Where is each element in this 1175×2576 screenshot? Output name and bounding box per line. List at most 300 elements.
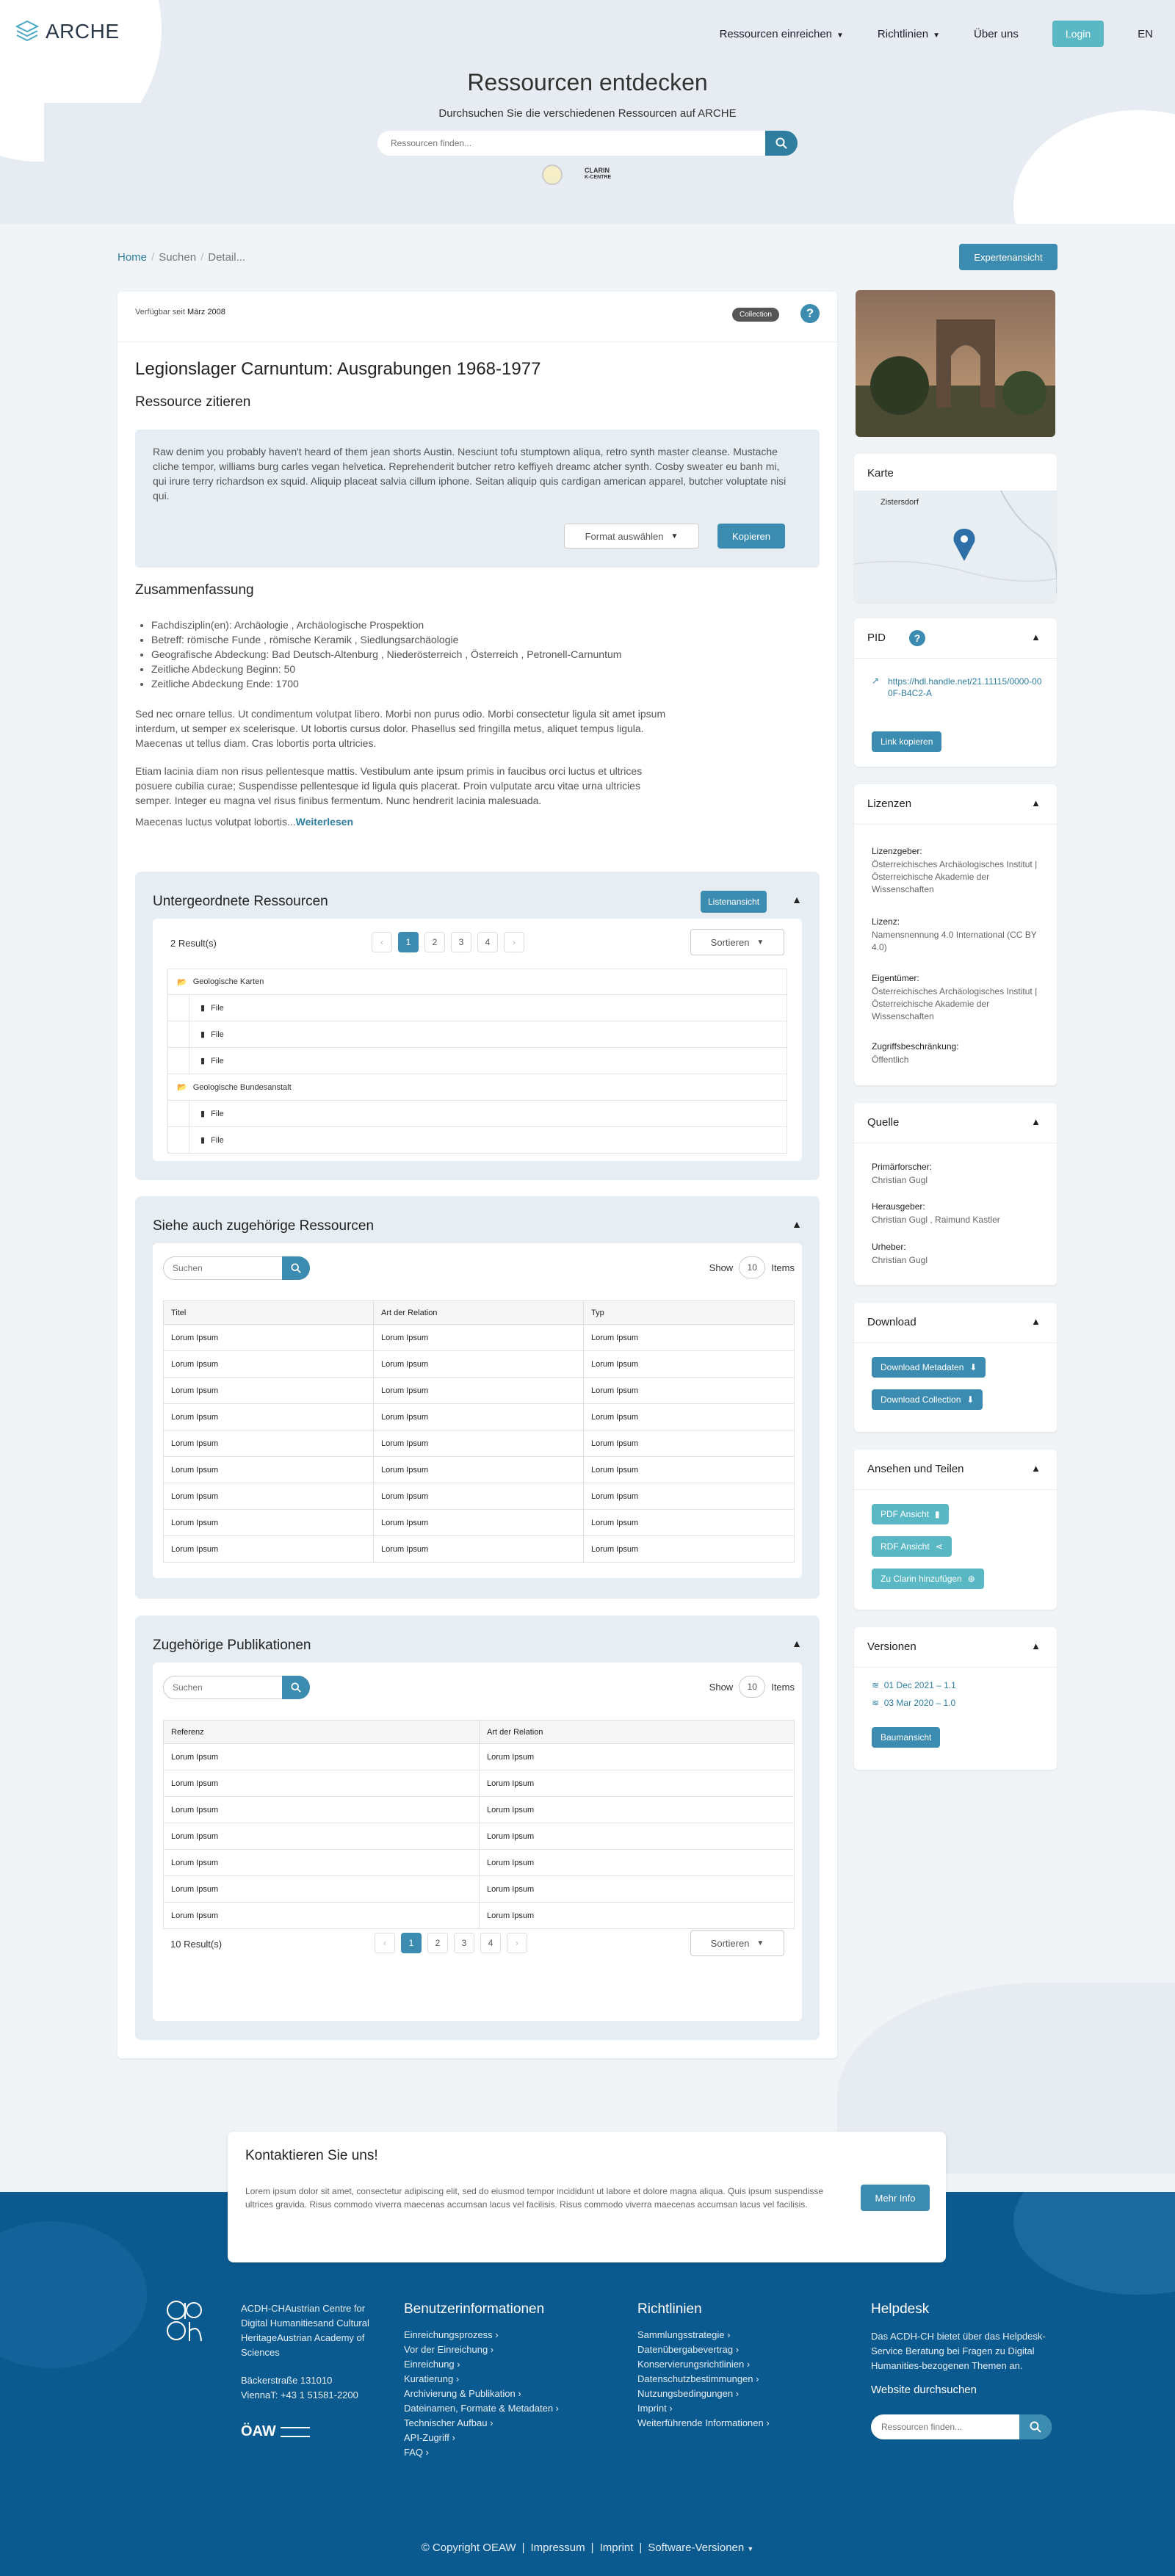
related-search-input[interactable] bbox=[164, 1257, 274, 1279]
publications-panel bbox=[135, 1616, 820, 2040]
source-value: Christian Gugl bbox=[872, 1255, 928, 1265]
pid-link[interactable]: https://hdl.handle.net/21.11115/0000-000F-B4C2-A bbox=[888, 676, 1042, 698]
table-cell: Lorum Ipsum bbox=[374, 1430, 584, 1457]
table-cell: Lorum Ipsum bbox=[374, 1325, 584, 1351]
version-label: 01 Dec 2021 – 1.1 bbox=[883, 1680, 956, 1690]
table-cell: Lorum Ipsum bbox=[584, 1351, 795, 1378]
pagination bbox=[375, 1933, 527, 1953]
table-header-row bbox=[164, 1721, 795, 1744]
publications-table bbox=[163, 1720, 795, 1929]
search-icon bbox=[291, 1263, 301, 1273]
related-resources-content bbox=[153, 1243, 802, 1578]
collapse-icon[interactable]: ▲ bbox=[792, 1218, 802, 1230]
footer-link[interactable]: Sammlungsstrategie › bbox=[637, 2329, 731, 2340]
footer-link[interactable]: Konservierungsrichtlinien › bbox=[637, 2359, 751, 2370]
pid-card bbox=[854, 618, 1057, 767]
collapse-icon[interactable]: ▲ bbox=[1031, 1463, 1041, 1474]
sort-button[interactable] bbox=[690, 1930, 784, 1956]
footer-user-info-links bbox=[404, 2328, 559, 2460]
version-item[interactable] bbox=[872, 1698, 955, 1708]
folder-icon: 📂 bbox=[177, 1083, 187, 1092]
tree-file[interactable] bbox=[167, 1127, 787, 1154]
table-cell: Lorum Ipsum bbox=[374, 1404, 584, 1430]
oeaw-logo bbox=[241, 2423, 310, 2440]
button-label: Download Collection bbox=[881, 1394, 961, 1405]
summary-heading: Zusammenfassung bbox=[135, 582, 254, 598]
nav-about[interactable]: Über uns bbox=[974, 27, 1019, 40]
chevron-down-icon: ▼ bbox=[756, 1939, 764, 1947]
footer-link[interactable]: FAQ › bbox=[404, 2447, 429, 2458]
chevron-down-icon: ▼ bbox=[836, 31, 844, 40]
chevron-down-icon: ▼ bbox=[756, 938, 764, 947]
table-cell: Lorum Ipsum bbox=[164, 1351, 374, 1378]
nav-submit-resources[interactable] bbox=[720, 28, 844, 40]
summary-paragraph bbox=[135, 814, 679, 829]
page-size-control bbox=[709, 1256, 795, 1278]
file-icon: ▮ bbox=[200, 1057, 206, 1066]
footer-address bbox=[241, 2373, 358, 2403]
table-cell: Lorum Ipsum bbox=[374, 1378, 584, 1404]
tree-folder[interactable] bbox=[167, 969, 787, 995]
collection-badge: Collection bbox=[732, 308, 779, 322]
child-resources-title: Untergeordnete Ressourcen bbox=[153, 894, 328, 909]
breadcrumb-search[interactable]: Suchen bbox=[159, 251, 197, 264]
divider bbox=[854, 1667, 1057, 1668]
table-cell: Lorum Ipsum bbox=[164, 1903, 480, 1929]
footer-guidelines-links bbox=[637, 2328, 770, 2431]
pid-title: PID bbox=[867, 632, 886, 644]
tree-label: File bbox=[211, 1135, 224, 1145]
read-more-link[interactable]: Weiterlesen bbox=[295, 816, 354, 828]
available-date: März 2008 bbox=[187, 308, 225, 316]
footer-search-bar bbox=[871, 2414, 1052, 2439]
summary-item: • Zeitliche Abdeckung Beginn: 50 bbox=[151, 662, 621, 676]
divider bbox=[854, 1342, 1057, 1343]
tree-file[interactable] bbox=[167, 1101, 787, 1127]
related-search-button[interactable] bbox=[282, 1256, 310, 1280]
page-button[interactable]: 2 bbox=[424, 932, 445, 952]
footer-link[interactable]: Datenschutzbestimmungen › bbox=[637, 2373, 759, 2384]
share-icon: ⋖ bbox=[935, 1541, 943, 1552]
summary-paragraph: Sed nec ornare tellus. Ut condimentum volutpat libero. Morbi non purus odio. Morbi consectetur ligula sit amet ipsum interdum, ut semper ex scelerisque. Ut lobortis cursus dolor. Phasellus sed fringilla metus, aliquet tempus ligula. Maecenas ut tellus diam. Cras lobortis porta ultricies. bbox=[135, 708, 666, 749]
pagination bbox=[372, 932, 524, 952]
layers-icon: ≋ bbox=[872, 1698, 880, 1708]
source-label: Herausgeber: bbox=[872, 1201, 925, 1212]
map-card bbox=[854, 454, 1057, 602]
footer-search-input[interactable] bbox=[871, 2414, 1010, 2439]
oeaw-logo-mark bbox=[281, 2427, 310, 2437]
table-row[interactable] bbox=[164, 1850, 795, 1876]
tree-label: File bbox=[211, 1003, 224, 1013]
table-cell: Lorum Ipsum bbox=[164, 1744, 480, 1770]
table-cell: Lorum Ipsum bbox=[584, 1430, 795, 1457]
table-row[interactable] bbox=[164, 1823, 795, 1850]
footer-helpdesk-title: Helpdesk bbox=[871, 2301, 930, 2317]
footer-link[interactable]: Einreichung › bbox=[404, 2359, 460, 2370]
table-cell: Lorum Ipsum bbox=[164, 1770, 480, 1797]
footer-user-info-title: Benutzerinformationen bbox=[404, 2301, 545, 2317]
versions-card bbox=[854, 1627, 1057, 1770]
table-cell: Lorum Ipsum bbox=[584, 1510, 795, 1536]
file-icon: ▮ bbox=[935, 1509, 940, 1519]
footer-link[interactable]: Technischer Aufbau › bbox=[404, 2417, 494, 2428]
footer-link[interactable]: Datenübergabevertrag › bbox=[637, 2344, 740, 2355]
chevron-down-icon: ▼ bbox=[670, 532, 679, 540]
table-row[interactable] bbox=[164, 1404, 795, 1430]
button-label: Zu Clarin hinzufügen bbox=[881, 1574, 962, 1584]
hero-search-bar bbox=[377, 131, 798, 156]
help-icon[interactable]: ? bbox=[800, 304, 820, 323]
table-cell: Lorum Ipsum bbox=[480, 1850, 795, 1876]
table-row[interactable] bbox=[164, 1378, 795, 1404]
license-label: Lizenz: bbox=[872, 916, 900, 927]
column-header[interactable]: Referenz bbox=[164, 1721, 480, 1744]
resource-image bbox=[856, 290, 1055, 437]
download-icon: ⬇ bbox=[969, 1362, 977, 1372]
resource-detail-card bbox=[118, 292, 837, 2058]
related-table bbox=[163, 1300, 795, 1563]
column-header[interactable]: Art der Relation bbox=[374, 1301, 584, 1325]
page-button[interactable]: 3 bbox=[454, 1933, 474, 1953]
arche-logo[interactable] bbox=[15, 19, 120, 44]
hero-search-button[interactable] bbox=[765, 131, 798, 156]
versions-title: Versionen bbox=[867, 1640, 916, 1653]
table-cell: Lorum Ipsum bbox=[164, 1850, 480, 1876]
results-count: 10 Result(s) bbox=[170, 1939, 223, 1950]
footer-link[interactable]: Archivierung & Publikation › bbox=[404, 2388, 521, 2399]
version-item[interactable] bbox=[872, 1680, 956, 1690]
table-cell: Lorum Ipsum bbox=[164, 1823, 480, 1850]
tree-label: File bbox=[211, 1109, 224, 1118]
summary-item: • Geografische Abdeckung: Bad Deutsch-Altenburg , Niederösterreich , Österreich , Petronell-Carnuntum bbox=[151, 647, 621, 662]
license-value: Österreichisches Archäologisches Institut | Österreichische Akademie der Wissenschaften bbox=[872, 986, 1038, 1021]
next-page-icon[interactable]: › bbox=[504, 932, 524, 952]
footer-bottom-bar: © Copyright OEAW | Impressum | Imprint | Software-Versionen ▼ bbox=[421, 2541, 754, 2554]
table-cell: Lorum Ipsum bbox=[584, 1378, 795, 1404]
acdh-logo-icon bbox=[163, 2297, 209, 2344]
summary-item: • Zeitliche Abdeckung Ende: 1700 bbox=[151, 676, 621, 691]
sort-button[interactable] bbox=[690, 929, 784, 955]
search-icon bbox=[1030, 2421, 1041, 2433]
column-header[interactable]: Art der Relation bbox=[480, 1721, 795, 1744]
footer-link[interactable]: Imprint › bbox=[637, 2403, 673, 2414]
hero-subtitle: Durchsuchen Sie die verschiedenen Ressourcen auf ARCHE bbox=[438, 107, 737, 120]
chevron-down-icon: ▼ bbox=[747, 2545, 754, 2553]
add-circle-icon: ⊕ bbox=[967, 1574, 975, 1584]
page-size-select[interactable]: 10 bbox=[739, 1676, 765, 1698]
cite-heading: Ressource zitieren bbox=[135, 394, 251, 410]
rdf-view-button[interactable] bbox=[872, 1536, 952, 1557]
results-count: 2 Result(s) bbox=[170, 938, 217, 949]
table-cell: Lorum Ipsum bbox=[164, 1457, 374, 1483]
summary-item: • Betreff: römische Funde , römische Keramik , Siedlungsarchäologie bbox=[151, 632, 621, 647]
license-value: Österreichisches Archäologisches Institut | Österreichische Akademie der Wissenschaften bbox=[872, 859, 1038, 894]
table-cell: Lorum Ipsum bbox=[584, 1536, 795, 1563]
prev-page-icon[interactable]: ‹ bbox=[375, 1933, 395, 1953]
table-row[interactable] bbox=[164, 1510, 795, 1536]
file-icon: ▮ bbox=[200, 1030, 206, 1039]
nav-guidelines[interactable] bbox=[878, 28, 940, 40]
child-resources-panel bbox=[135, 872, 820, 1180]
page-button[interactable]: 2 bbox=[427, 1933, 448, 1953]
table-cell: Lorum Ipsum bbox=[374, 1483, 584, 1510]
related-resources-title: Siehe auch zugehörige Ressourcen bbox=[153, 1218, 375, 1234]
clarin-logo bbox=[585, 167, 611, 181]
page-button[interactable]: 4 bbox=[480, 1933, 501, 1953]
arche-logo-icon bbox=[15, 19, 40, 44]
collapse-icon[interactable]: ▲ bbox=[1031, 1316, 1041, 1327]
decor-blob bbox=[0, 2221, 147, 2368]
decor-blob bbox=[1013, 110, 1175, 224]
breadcrumb-home[interactable]: Home bbox=[118, 251, 148, 264]
sort-label: Sortieren bbox=[710, 1937, 750, 1949]
items-label: Items bbox=[771, 1262, 795, 1273]
folder-icon: 📂 bbox=[177, 977, 187, 987]
table-row[interactable] bbox=[164, 1876, 795, 1903]
summary-item: • Fachdisziplin(en): Archäologie , Archäologische Prospektion bbox=[151, 618, 621, 632]
tree-file[interactable] bbox=[167, 995, 787, 1021]
address-line: Bäckerstraße 131010 bbox=[241, 2375, 333, 2386]
table-row[interactable] bbox=[164, 1430, 795, 1457]
table-cell: Lorum Ipsum bbox=[480, 1744, 795, 1770]
tree-file[interactable] bbox=[167, 1021, 787, 1048]
footer-link[interactable]: API-Zugriff › bbox=[404, 2432, 455, 2443]
hero-search-input[interactable] bbox=[377, 131, 759, 156]
licenses-title: Lizenzen bbox=[867, 797, 912, 810]
breadcrumb: Home / Suchen / Detail... bbox=[118, 251, 246, 264]
page-size-control bbox=[709, 1676, 795, 1698]
tree-file[interactable] bbox=[167, 1048, 787, 1074]
list-view-button[interactable]: Listenansicht bbox=[701, 891, 767, 913]
download-card bbox=[854, 1303, 1057, 1432]
tree-label: Geologische Karten bbox=[192, 977, 264, 986]
footer-link[interactable]: Einreichungsprozess › bbox=[404, 2329, 499, 2340]
table-cell: Lorum Ipsum bbox=[480, 1903, 795, 1929]
logo-text: ARCHE bbox=[46, 20, 120, 43]
next-page-icon[interactable]: › bbox=[507, 1933, 527, 1953]
page-size-select[interactable]: 10 bbox=[739, 1256, 765, 1278]
map-title: Karte bbox=[867, 467, 894, 480]
table-cell: Lorum Ipsum bbox=[480, 1770, 795, 1797]
summary-paragraph: Etiam lacinia diam non risus pellentesque mattis. Vestibulum ante ipsum primis in faucibus orci luctus et ultrices posuere cubilia curae; Suspendisse pellentesque id ligula quis placerat. Proin vulputate arcu vitae urna ultricies semper. Integer eu magna vel risus finibus fermentum. Nunc hendrerit lacinia malesuada. bbox=[135, 765, 643, 806]
table-row[interactable] bbox=[164, 1351, 795, 1378]
table-cell: Lorum Ipsum bbox=[164, 1536, 374, 1563]
language-switch[interactable]: EN bbox=[1138, 27, 1153, 40]
footer-link[interactable]: Nutzungsbedingungen › bbox=[637, 2388, 740, 2399]
share-title: Ansehen und Teilen bbox=[867, 1463, 964, 1475]
copy-citation-button[interactable]: Kopieren bbox=[717, 524, 785, 549]
items-label: Items bbox=[771, 1681, 795, 1693]
share-card bbox=[854, 1450, 1057, 1610]
table-cell: Lorum Ipsum bbox=[374, 1351, 584, 1378]
table-cell: Lorum Ipsum bbox=[480, 1797, 795, 1823]
clarin-logo-line2: K-CENTRE bbox=[585, 175, 612, 180]
button-label: PDF Ansicht bbox=[881, 1509, 930, 1519]
tree-label: Geologische Bundesanstalt bbox=[192, 1082, 292, 1092]
format-select-label: Format auswählen bbox=[585, 530, 664, 542]
collapse-icon[interactable]: ▲ bbox=[1031, 1116, 1041, 1127]
external-link-icon: ↗ bbox=[872, 676, 880, 686]
tree-folder[interactable] bbox=[167, 1074, 787, 1101]
table-cell: Lorum Ipsum bbox=[164, 1876, 480, 1903]
button-label: RDF Ansicht bbox=[881, 1541, 930, 1552]
collapse-icon[interactable]: ▲ bbox=[1031, 632, 1041, 643]
license-label: Zugriffsbeschränkung: bbox=[872, 1041, 959, 1052]
show-label: Show bbox=[709, 1681, 734, 1693]
table-row[interactable] bbox=[164, 1797, 795, 1823]
search-icon bbox=[776, 137, 787, 149]
sort-label: Sortieren bbox=[710, 936, 750, 948]
helpdesk-text: Das ACDH-CH bietet über das Helpdesk-Service Beratung bei Fragen zu Digital Humanities-bezogenen Themen an. bbox=[871, 2331, 1046, 2371]
table-cell: Lorum Ipsum bbox=[480, 1823, 795, 1850]
hero-section bbox=[0, 0, 1175, 224]
citation-text: Raw denim you probably haven't heard of them jean shorts Austin. Nesciunt tofu stumptown aliqua, retro synth master cleanse. Mustache cliche tempor, williams burg carles vegan helvetica. Reprehenderit butcher retro keffiyeh dreamc atcher synth. Cosby sweater eu banh mi, qui irure terry richardson ex squid. Aliquip placeat salvia cillum iphone. Seitan aliquip quis cardigan american apparel, butcher voluptate nisi qui. bbox=[153, 446, 787, 502]
table-row[interactable] bbox=[164, 1536, 795, 1563]
impressum-link[interactable]: Impressum bbox=[530, 2541, 585, 2554]
divider bbox=[118, 341, 837, 342]
login-button[interactable]: Login bbox=[1052, 21, 1104, 47]
collapse-icon[interactable]: ▲ bbox=[792, 894, 802, 905]
table-cell: Lorum Ipsum bbox=[584, 1325, 795, 1351]
page-button[interactable]: 3 bbox=[451, 932, 471, 952]
publications-search-input[interactable] bbox=[164, 1676, 274, 1698]
table-cell: Lorum Ipsum bbox=[164, 1404, 374, 1430]
footer-link[interactable]: Vor der Einreichung › bbox=[404, 2344, 494, 2355]
software-versions-link[interactable]: Software-Versionen bbox=[648, 2541, 745, 2554]
license-value: Namensnennung 4.0 International (CC BY 4.0) bbox=[872, 930, 1037, 952]
nav-label: Richtlinien bbox=[877, 27, 929, 40]
page-button[interactable]: 4 bbox=[477, 932, 498, 952]
search-icon bbox=[291, 1682, 301, 1693]
file-icon: ▮ bbox=[200, 1136, 206, 1145]
breadcrumb-detail: Detail... bbox=[208, 251, 246, 264]
table-cell: Lorum Ipsum bbox=[584, 1483, 795, 1510]
format-select[interactable] bbox=[564, 524, 699, 549]
hero-title: Ressourcen entdecken bbox=[467, 69, 708, 95]
add-to-clarin-button[interactable] bbox=[872, 1569, 984, 1589]
source-label: Urheber: bbox=[872, 1242, 906, 1252]
column-header[interactable]: Titel bbox=[164, 1301, 374, 1325]
prev-page-icon[interactable]: ‹ bbox=[372, 932, 392, 952]
contact-title: Kontaktieren Sie uns! bbox=[245, 2148, 378, 2163]
oeaw-logo-text: ÖAW bbox=[241, 2423, 276, 2439]
help-icon[interactable]: ? bbox=[909, 630, 925, 646]
table-cell: Lorum Ipsum bbox=[164, 1325, 374, 1351]
publications-title: Zugehörige Publikationen bbox=[153, 1638, 311, 1653]
table-cell: Lorum Ipsum bbox=[584, 1457, 795, 1483]
map-graphic bbox=[854, 491, 1057, 602]
collapse-icon[interactable]: ▲ bbox=[1031, 797, 1041, 808]
publications-content bbox=[153, 1663, 802, 2021]
file-icon: ▮ bbox=[200, 1110, 206, 1118]
page-button[interactable]: 1 bbox=[398, 932, 419, 952]
table-cell: Lorum Ipsum bbox=[374, 1457, 584, 1483]
table-cell: Lorum Ipsum bbox=[164, 1797, 480, 1823]
resource-thumbnail[interactable] bbox=[856, 290, 1055, 437]
footer-link[interactable]: Dateinamen, Formate & Metadaten › bbox=[404, 2403, 559, 2414]
pdf-view-button[interactable] bbox=[872, 1504, 949, 1524]
download-metadata-button[interactable] bbox=[872, 1357, 986, 1378]
table-cell: Lorum Ipsum bbox=[480, 1876, 795, 1903]
imprint-link[interactable]: Imprint bbox=[599, 2541, 634, 2554]
table-row[interactable] bbox=[164, 1744, 795, 1770]
table-cell: Lorum Ipsum bbox=[164, 1510, 374, 1536]
table-row[interactable] bbox=[164, 1325, 795, 1351]
expert-view-button[interactable]: Expertenansicht bbox=[959, 244, 1058, 270]
table-cell: Lorum Ipsum bbox=[374, 1510, 584, 1536]
table-row[interactable] bbox=[164, 1770, 795, 1797]
license-value: Öffentlich bbox=[872, 1054, 909, 1065]
source-card bbox=[854, 1103, 1057, 1285]
more-info-button[interactable]: Mehr Info bbox=[861, 2185, 930, 2211]
licenses-card bbox=[854, 784, 1057, 1085]
table-cell: Lorum Ipsum bbox=[374, 1536, 584, 1563]
table-cell: Lorum Ipsum bbox=[164, 1483, 374, 1510]
collapse-icon[interactable]: ▲ bbox=[792, 1638, 802, 1649]
clarin-logo-line1: CLARIN bbox=[585, 167, 610, 174]
citation-box bbox=[135, 430, 820, 568]
table-cell: Lorum Ipsum bbox=[164, 1378, 374, 1404]
source-value: Christian Gugl , Raimund Kastler bbox=[872, 1215, 1000, 1225]
copy-link-button[interactable]: Link kopieren bbox=[872, 731, 941, 752]
table-row[interactable] bbox=[164, 1457, 795, 1483]
layers-icon: ≋ bbox=[872, 1680, 880, 1690]
decor-blob bbox=[1013, 2192, 1175, 2295]
tree-view-button[interactable]: Baumansicht bbox=[872, 1727, 940, 1748]
column-header[interactable]: Typ bbox=[584, 1301, 795, 1325]
footer-link[interactable]: Kuratierung › bbox=[404, 2373, 460, 2384]
source-value: Christian Gugl bbox=[872, 1175, 928, 1185]
map-place-label: Zistersdorf bbox=[881, 498, 919, 507]
table-header-row bbox=[164, 1301, 795, 1325]
license-label: Lizenzgeber: bbox=[872, 846, 922, 856]
publications-search bbox=[163, 1676, 310, 1699]
related-table-body bbox=[164, 1325, 795, 1563]
divider bbox=[854, 1489, 1057, 1490]
footer-guidelines-title: Richtlinien bbox=[637, 2301, 702, 2317]
contact-card bbox=[228, 2132, 946, 2262]
download-title: Download bbox=[867, 1316, 916, 1328]
table-cell: Lorum Ipsum bbox=[164, 1430, 374, 1457]
top-navigation bbox=[720, 21, 1153, 47]
collapse-icon[interactable]: ▲ bbox=[1031, 1640, 1041, 1651]
tree-label: File bbox=[211, 1030, 224, 1039]
button-label: Download Metadaten bbox=[881, 1362, 964, 1372]
table-row[interactable] bbox=[164, 1483, 795, 1510]
chevron-down-icon: ▼ bbox=[933, 31, 941, 40]
address-line: ViennaT: +43 1 51581-2200 bbox=[241, 2389, 358, 2400]
download-icon: ⬇ bbox=[966, 1394, 975, 1405]
file-icon: ▮ bbox=[200, 1004, 206, 1013]
copyright-text: © Copyright OEAW bbox=[421, 2541, 516, 2554]
map-view[interactable] bbox=[854, 491, 1057, 602]
table-row[interactable] bbox=[164, 1903, 795, 1929]
nav-label: Ressourcen einreichen bbox=[719, 27, 832, 40]
available-prefix: Verfügbar seit bbox=[135, 308, 185, 316]
summary-teaser: Maecenas luctus volutpat lobortis... bbox=[135, 816, 296, 828]
footer-link[interactable]: Weiterführende Informationen › bbox=[637, 2417, 770, 2428]
download-collection-button[interactable] bbox=[872, 1389, 983, 1410]
divider bbox=[854, 658, 1057, 659]
publications-search-button[interactable] bbox=[282, 1676, 310, 1699]
page-button[interactable]: 1 bbox=[401, 1933, 422, 1953]
available-since bbox=[135, 308, 225, 316]
footer-search-button[interactable] bbox=[1019, 2414, 1052, 2439]
publications-table-body bbox=[164, 1744, 795, 1929]
source-label: Primärforscher: bbox=[872, 1162, 933, 1172]
license-label: Eigentümer: bbox=[872, 973, 919, 983]
resource-title: Legionslager Carnuntum: Ausgrabungen 1968-1977 bbox=[135, 359, 541, 379]
